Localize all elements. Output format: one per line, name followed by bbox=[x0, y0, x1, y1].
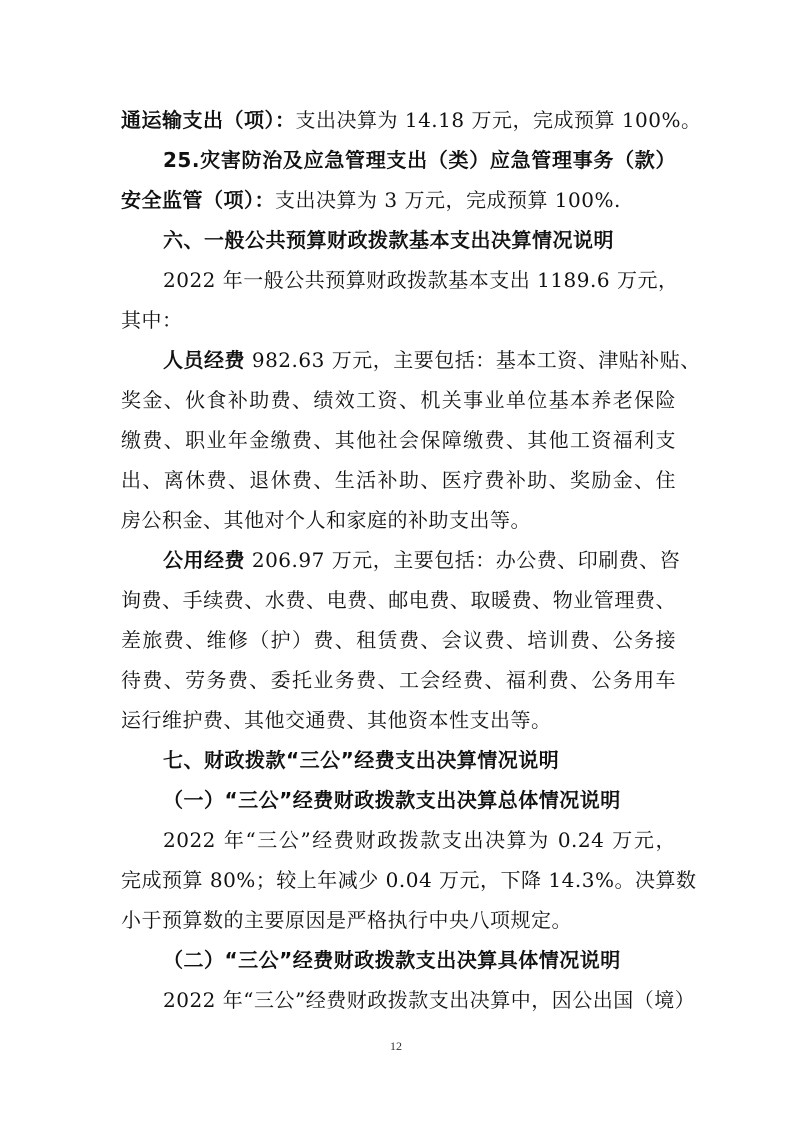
line-text: 奖金、伙食补助费、绩效工资、机关事业单位基本养老保险 bbox=[121, 388, 676, 412]
section-heading bbox=[121, 220, 676, 260]
line-text: 差旅费、维修（护）费、租赁费、会议费、培训费、公务接 bbox=[121, 628, 676, 652]
line-bold: （二）“三公”经费财政拨款支出决算具体情况说明 bbox=[163, 948, 621, 972]
text-line bbox=[121, 620, 676, 660]
text-line bbox=[121, 980, 696, 1020]
line-bold: 人员经费 bbox=[163, 348, 245, 372]
line-text: 2022 年“三公”经费财政拨款支出决算为 0.24 万元， bbox=[163, 828, 676, 852]
line-text: 支出决算为 3 万元，完成预算 100%. bbox=[275, 188, 621, 212]
text-line bbox=[121, 580, 676, 620]
text-line bbox=[121, 900, 676, 940]
text-line bbox=[121, 340, 701, 380]
subsection-heading bbox=[121, 940, 676, 980]
line-text: 缴费、职业年金缴费、其他社会保障缴费、其他工资福利支 bbox=[121, 428, 676, 452]
line-text: 完成预算 80%；较上年减少 0.04 万元，下降 14.3%。决算数 bbox=[121, 868, 697, 892]
line-text: 206.97 万元，主要包括：办公费、印刷费、咨 bbox=[245, 548, 681, 572]
text-line bbox=[121, 300, 676, 340]
text-line bbox=[121, 700, 676, 740]
line-text: 待费、劳务费、委托业务费、工会经费、福利费、公务用车 bbox=[121, 668, 676, 692]
section-heading bbox=[121, 740, 676, 780]
text-line bbox=[121, 100, 702, 140]
line-text: 其中： bbox=[121, 308, 183, 332]
line-text: 支出决算为 14.18 万元，完成预算 100%。 bbox=[295, 108, 702, 132]
line-text: 2022 年一般公共预算财政拨款基本支出 1189.6 万元， bbox=[163, 268, 679, 292]
line-text: 2022 年“三公”经费财政拨款支出决算中，因公出国（境） bbox=[163, 988, 696, 1012]
line-bold: 25.灾害防治及应急管理支出（类）应急管理事务（款） bbox=[163, 148, 676, 172]
line-text: 房公积金、其他对个人和家庭的补助支出等。 bbox=[121, 508, 531, 532]
line-bold: 通运输支出（项）： bbox=[121, 108, 296, 132]
line-text: 小于预算数的主要原因是严格执行中央八项规定。 bbox=[121, 908, 572, 932]
text-line bbox=[121, 180, 676, 220]
line-text: 出、离休费、退休费、生活补助、医疗费补助、奖励金、住 bbox=[121, 468, 676, 492]
subsection-heading bbox=[121, 780, 676, 820]
text-line bbox=[121, 500, 676, 540]
text-line bbox=[121, 420, 676, 460]
text-line bbox=[121, 820, 676, 860]
text-line bbox=[121, 380, 676, 420]
line-bold: （一）“三公”经费财政拨款支出决算总体情况说明 bbox=[163, 788, 621, 812]
line-bold: 六、一般公共预算财政拨款基本支出决算情况说明 bbox=[163, 228, 614, 252]
line-bold: 公用经费 bbox=[163, 548, 245, 572]
line-bold: 七、财政拨款“三公”经费支出决算情况说明 bbox=[163, 748, 560, 772]
text-line bbox=[121, 540, 681, 580]
text-line bbox=[121, 260, 679, 300]
text-line bbox=[121, 860, 697, 900]
text-line bbox=[121, 460, 676, 500]
text-line bbox=[121, 140, 676, 180]
page-number: 12 bbox=[390, 1039, 402, 1053]
text-line bbox=[121, 660, 676, 700]
page-body bbox=[121, 100, 702, 1020]
line-text: 询费、手续费、水费、电费、邮电费、取暖费、物业管理费、 bbox=[121, 588, 676, 612]
line-text: 运行维护费、其他交通费、其他资本性支出等。 bbox=[121, 708, 552, 732]
line-text: 982.63 万元，主要包括：基本工资、津贴补贴、 bbox=[245, 348, 701, 372]
line-bold: 安全监管（项）： bbox=[121, 188, 275, 212]
